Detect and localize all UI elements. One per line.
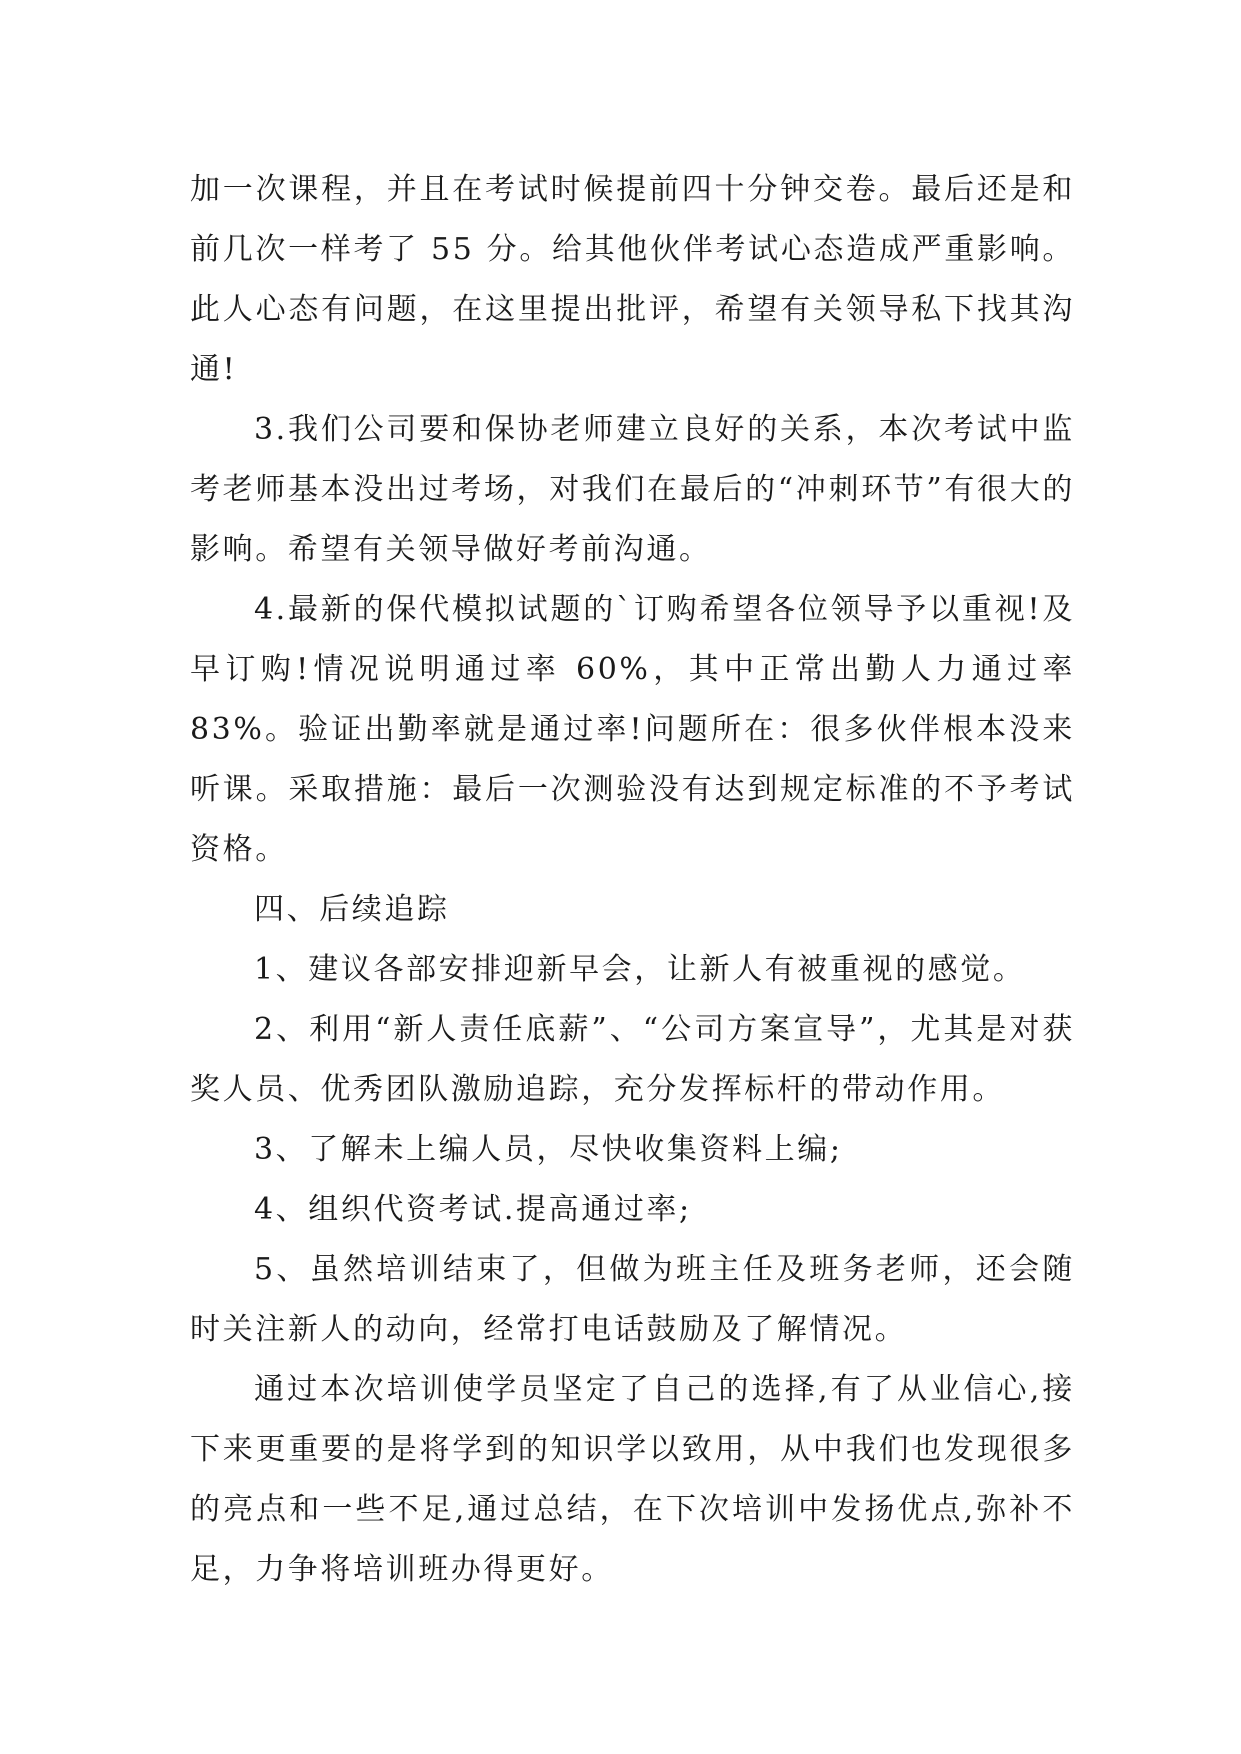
follow-up-item-3: 3、了解未上编人员，尽快收集资料上编;	[254, 1132, 843, 1167]
follow-up-item-1: 1、建议各部安排迎新早会，让新人有被重视的感觉。	[254, 952, 1026, 987]
paragraph-continued: 加一次课程，并且在考试时候提前四十分钟交卷。最后还是和前几次一样考了 55 分。给其他伙伴考试心态造成严重影响。此人心态有问题，在这里提出批评，希望有关领导私下找其沟通!	[190, 172, 1075, 387]
paragraph-item-3: 3.我们公司要和保协老师建立良好的关系，本次考试中监考老师基本没出过考场，对我们在最后的“冲刺环节”有很大的影响。希望有关领导做好考前沟通。	[190, 412, 1075, 567]
closing-paragraph: 通过本次培训使学员坚定了自己的选择,有了从业信心,接下来更重要的是将学到的知识学以致用，从中我们也发现很多的亮点和一些不足,通过总结，在下次培训中发扬优点,弥补不足，力争将培训班办得更好。	[190, 1372, 1075, 1587]
paragraph-item-4: 4.最新的保代模拟试题的`订购希望各位领导予以重视!及早订购!情况说明通过率 60%，其中正常出勤人力通过率 83%。验证出勤率就是通过率!问题所在：很多伙伴根本没来听课。采取措施：最后一次测验没有达到规定标准的不予考试资格。	[190, 592, 1075, 867]
document-body	[190, 160, 1075, 1600]
follow-up-item-4: 4、组织代资考试.提高通过率;	[254, 1192, 692, 1227]
section-heading-follow-up: 四、后续追踪	[254, 892, 450, 927]
follow-up-item-5: 5、虽然培训结束了，但做为班主任及班务老师，还会随时关注新人的动向，经常打电话鼓励及了解情况。	[190, 1252, 1075, 1347]
follow-up-item-2: 2、利用“新人责任底薪”、“公司方案宣导”，尤其是对获奖人员、优秀团队激励追踪，充分发挥标杆的带动作用。	[190, 1012, 1075, 1107]
